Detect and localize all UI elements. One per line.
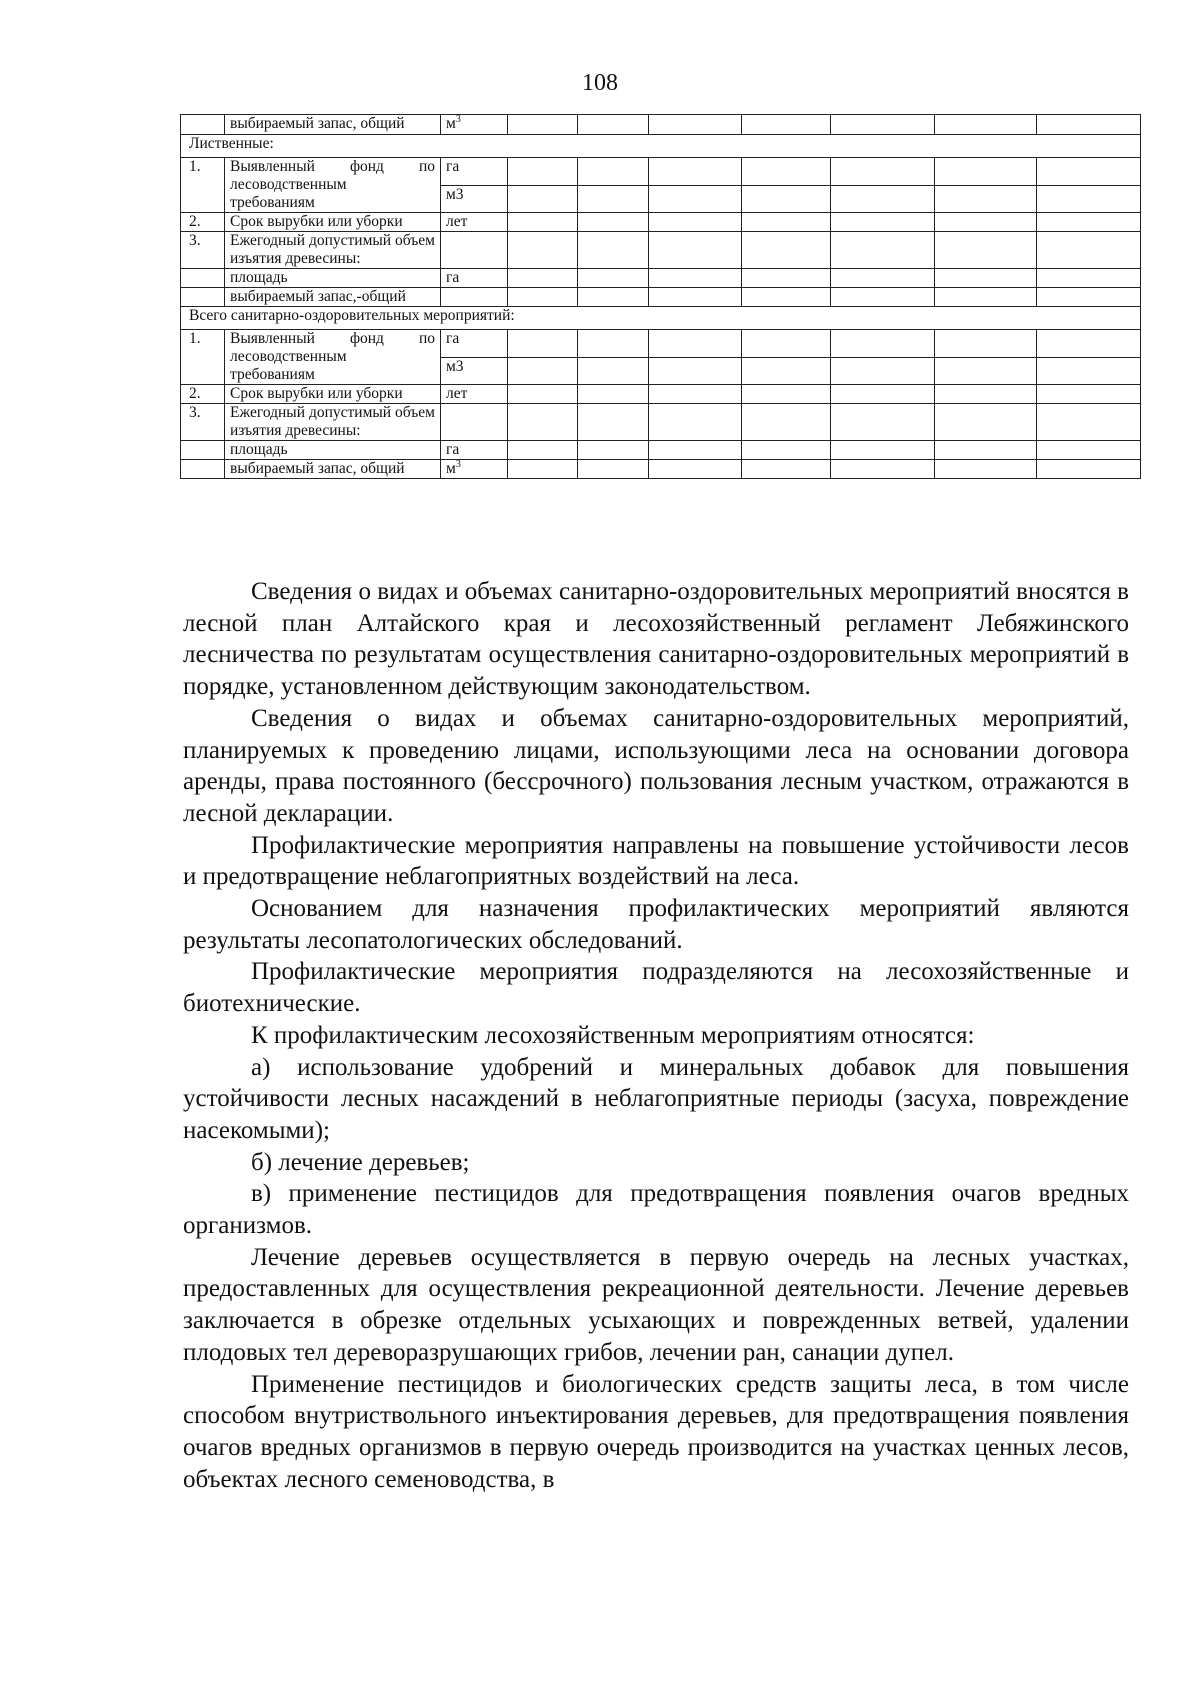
paragraph: Применение пестицидов и биологических средств защиты леса, в том числе способом внутриствольного инъектирования деревьев, для предотвращения появления очагов вредных организмов в первую очередь производится на участках ценных лесов, объектах лесного семеноводства, в xyxy=(183,1370,1129,1493)
num-cell xyxy=(181,115,225,135)
table-row xyxy=(181,213,1141,232)
row-number: 1. xyxy=(181,158,225,213)
paragraph: Профилактические мероприятия подразделяются на лесохозяйственные и биотехнические. xyxy=(183,958,1129,1018)
row-label: Ежегодный допустимый объем изъятия древесины: xyxy=(225,404,441,441)
table-row xyxy=(181,115,1141,135)
row-label: Выявленный фонд по лесоводственным требованиям xyxy=(225,330,441,385)
row-number: 3. xyxy=(181,404,225,441)
section-title-total: Всего санитарно-оздоровительных мероприятий: xyxy=(181,307,1141,330)
row-number: 3. xyxy=(181,232,225,269)
table-row xyxy=(181,441,1141,460)
unit-cell: м3 xyxy=(441,357,508,385)
unit-cell: га xyxy=(441,269,508,288)
paragraph: Сведения о видах и объемах санитарно-оздоровительных мероприятий вносятся в лесной план Алтайского края и лесохозяйственный регламент Лебяжинского лесничества по результатам осуществления санитарно-оздоровительных мероприятий в порядке, установленном действующим законодательством. xyxy=(183,578,1129,701)
unit-cell: га xyxy=(441,441,508,460)
list-item: б) лечение деревьев; xyxy=(251,1148,470,1176)
row-label: выбираемый запас, общий xyxy=(225,115,441,135)
section-row xyxy=(181,135,1141,158)
row-label: площадь xyxy=(225,441,441,460)
section-row xyxy=(181,307,1141,330)
paragraph: Сведения о видах и объемах санитарно-оздоровительных мероприятий, планируемых к проведению лицами, использующими леса на основании договора аренды, права постоянного (бессрочного) пользования лесным участком, отражаются в лесной декларации. xyxy=(183,704,1129,827)
row-label: выбираемый запас,-общий xyxy=(225,288,441,307)
row-label: Выявленный фонд по лесоводственным требованиям xyxy=(225,158,441,213)
paragraph: Лечение деревьев осуществляется в первую очередь на лесных участках, предоставленных для осуществления рекреационной деятельности. Лечение деревьев заключается в обрезке отдельных усыхающих и поврежденных ветвей, удалении плодовых тел дереворазрушающих грибов, лечении ран, санации дупел. xyxy=(183,1243,1129,1366)
table-row xyxy=(181,158,1141,186)
page-number: 108 xyxy=(582,70,618,96)
unit-cell: м3 xyxy=(441,185,508,213)
unit-cell: га xyxy=(441,330,508,358)
table-row xyxy=(181,269,1141,288)
table-row xyxy=(181,404,1141,441)
table-row xyxy=(181,385,1141,404)
row-label: площадь xyxy=(225,269,441,288)
unit-cell: $м^3$ xyxy=(441,460,508,479)
table-row xyxy=(181,232,1141,269)
unit-cell: га xyxy=(441,158,508,186)
row-label: Ежегодный допустимый объем изъятия древесины: xyxy=(225,232,441,269)
body-text xyxy=(183,576,1129,1495)
sanitary-measures-table xyxy=(180,114,1141,479)
list-item: в) применение пестицидов для предотвращения появления очагов вредных организмов. xyxy=(183,1180,1129,1240)
unit-cell: $м^3$ xyxy=(441,115,508,135)
table-row xyxy=(181,288,1141,307)
row-number: 1. xyxy=(181,330,225,385)
paragraph: Основанием для назначения профилактических мероприятий являются результаты лесопатологических обследований. xyxy=(183,895,1129,954)
list-item: а) использование удобрений и минеральных добавок для повышения устойчивости лесных насаждений в неблагоприятные периоды (засуха, повреждение насекомыми); xyxy=(183,1053,1129,1144)
paragraph: Профилактические мероприятия направлены на повышение устойчивости лесов и предотвращение неблагоприятных воздействий на леса. xyxy=(183,831,1129,891)
row-label: Срок вырубки или уборки xyxy=(225,385,441,404)
paragraph: К профилактическим лесохозяйственным мероприятиям относятся: xyxy=(251,1021,975,1049)
row-label: выбираемый запас, общий xyxy=(225,460,441,479)
table-row xyxy=(181,330,1141,358)
unit-cell: лет xyxy=(441,385,508,404)
data-table-container xyxy=(180,114,1140,479)
section-title-deciduous: Лиственные: xyxy=(181,135,1141,158)
table-row xyxy=(181,460,1141,479)
row-number: 2. xyxy=(181,213,225,232)
unit-cell: лет xyxy=(441,213,508,232)
row-number: 2. xyxy=(181,385,225,404)
row-label: Срок вырубки или уборки xyxy=(225,213,441,232)
